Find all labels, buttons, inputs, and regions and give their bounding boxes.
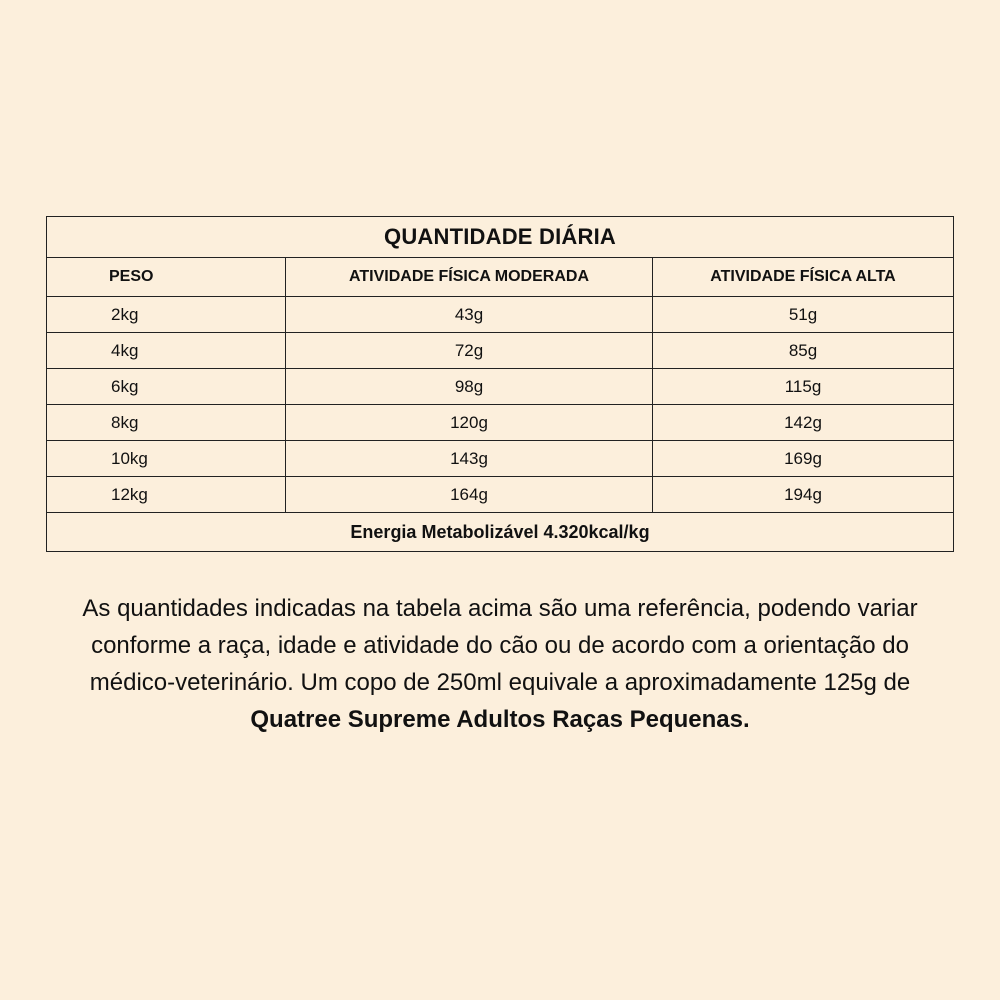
table-row xyxy=(47,333,954,369)
cell-high: 51g xyxy=(653,297,954,333)
cell-weight: 10kg xyxy=(47,441,286,477)
product-name: Quatree Supreme Adultos Raças Pequenas. xyxy=(250,706,750,733)
note-line: conforme a raça, idade e atividade do cão ou de acordo com a orientação do xyxy=(91,632,909,659)
cell-moderate: 164g xyxy=(286,477,653,513)
table-row xyxy=(47,405,954,441)
cell-high: 85g xyxy=(653,333,954,369)
energy-footer: Energia Metabolizável 4.320kcal/kg xyxy=(47,513,954,552)
cell-moderate: 98g xyxy=(286,369,653,405)
daily-quantity-table xyxy=(46,216,954,552)
header-moderate-activity: ATIVIDADE FÍSICA MODERADA xyxy=(286,258,653,297)
table-header-row xyxy=(47,258,954,297)
note-line: As quantidades indicadas na tabela acima são uma referência, podendo variar xyxy=(82,595,918,622)
cell-moderate: 72g xyxy=(286,333,653,369)
cell-moderate: 143g xyxy=(286,441,653,477)
note-line: médico-veterinário. Um copo de 250ml equivale a aproximadamente 125g de xyxy=(89,669,911,696)
table-row xyxy=(47,297,954,333)
cell-weight: 4kg xyxy=(47,333,286,369)
cell-moderate: 43g xyxy=(286,297,653,333)
cell-weight: 2kg xyxy=(47,297,286,333)
table-title-row xyxy=(47,217,954,258)
cell-weight: 8kg xyxy=(47,405,286,441)
cell-weight: 6kg xyxy=(47,369,286,405)
table-row xyxy=(47,369,954,405)
header-peso: PESO xyxy=(47,258,286,297)
cell-high: 115g xyxy=(653,369,954,405)
cell-high: 169g xyxy=(653,441,954,477)
table-row xyxy=(47,441,954,477)
cell-weight: 12kg xyxy=(47,477,286,513)
table-title: QUANTIDADE DIÁRIA xyxy=(47,217,954,258)
header-high-activity: ATIVIDADE FÍSICA ALTA xyxy=(653,258,954,297)
table-footer-row xyxy=(47,513,954,552)
cell-high: 142g xyxy=(653,405,954,441)
cell-high: 194g xyxy=(653,477,954,513)
cell-moderate: 120g xyxy=(286,405,653,441)
table-row xyxy=(47,477,954,513)
daily-quantity-table-container xyxy=(46,216,954,552)
feeding-note xyxy=(40,590,960,738)
